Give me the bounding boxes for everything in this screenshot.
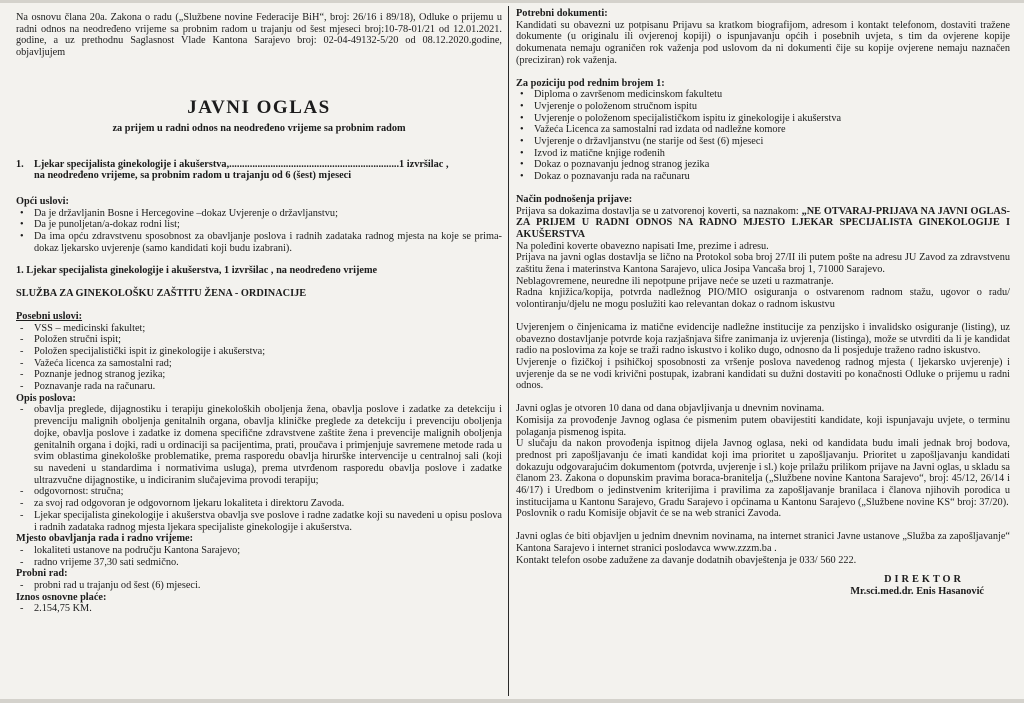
procedure-paragraph-1: Javni oglas je otvoren 10 dana od dana objavljivanja u dnevnim novinama. [516,403,825,415]
position-docs-list [516,89,1010,183]
submission-paragraph-4: Neblagovremene, neuredne ili nepotpune prijave neće se uzeti u razmatranje. [516,275,834,287]
general-conditions-heading: Opći uslovi: [16,195,69,207]
experience-paragraph-2: Uvjerenje o fizičkoj i psihičkoj sposobnosti za vršenje poslova navedenog radnog mjesta ( ljekarsko uvjerenje) i uvjerenje da se ne vodi krivični postupak, izabrani kandidati su dužni dostaviti po konačnosti Odluke o prijemu u radni odnos. [516,356,1010,392]
list-item: • Da je punoljetan/a-dokaz rodni list; [16,219,502,231]
list-item: - radno vrijeme 37,30 sati sedmično. [16,557,502,569]
list-item: - odgovornost: stručna; [16,486,502,498]
publication-paragraph-2: Kontakt telefon osobe zadužene za davanje dodatnih obavještenja je 033/ 560 222. [516,554,857,566]
work-place-heading: Mjesto obavljanja rada i radno vrijeme: [16,533,194,545]
list-item: • Uvjerenje o položenom stručnom ispitu [516,101,1010,113]
list-item: • Diploma o završenom medicinskom fakultetu [516,89,1010,101]
required-docs-text: Kandidati su obavezni uz potpisanu Prijavu sa kratkom biografijom, adresom i kontakt telefonom, dostaviti tražene dokumente (u originalu ili ovjerenoj kopiji) o ispunjavanju općih i posebnih uvjeta, s tim da ovjerene kopije dokumenata nemaju ograničen rok važenja pod uslovom da ni dokumenti čije su kopije ovjerene nemaju naznačen (preciziran) rok važenja. [516,19,1010,66]
position-heading [16,159,502,182]
procedure-paragraph-4: Poslovnik o radu Komisije objavit će se na web stranici Zavoda. [516,508,782,520]
required-docs-heading: Potrebni dokumenti: [516,8,608,19]
job-description-list [16,404,502,533]
list-item: • Važeća Licenca za samostalni rad izdata od nadležne komore [516,124,1010,136]
signature-title: DIREKTOR [884,574,964,586]
signature-name: Mr.sci.med.dr. Enis Hasanović [850,585,984,597]
list-item: • Uvjerenje o državljanstvu (ne starije od šest (6) mjeseci [516,136,1010,148]
procedure-paragraph-3: U slučaju da nakon provođenja ispitnog dijela Javnog oglasa, neki od kandidata budu imali jednak broj bodova, prednost pri zapošljavanju će imati kandidat koji ima prioritet u zapošljavanju. Prioritet u zapošljavanju kandidati dokazuju odgovarajućim dokumentom (potvrda, uvjerenje i sl.) koje prilažu prilikom prijave na Javni oglas, u skladu sa članom 23. Zakona o dopunskim pravima boraca-branitelja („Službene novine Kantona Sarajevo“, broj: 45/12, 26/14 i 46/17) i Uredbom o jedinstvenim kriterijima i pravilima za zapošljavanje branilaca i članova njihovih porodica u institucijama u Kantonu Sarajevo, Gradu Sarajevo i općinama u Kantonu Sarajevo („Službene novine KS“ broj: 37/20). [516,438,1010,508]
special-conditions-heading: Posebni uslovi: [16,310,83,322]
list-item: - lokaliteti ustanove na području Kantona Sarajevo; [16,545,502,557]
submission-paragraph-1 [516,206,1010,241]
list-item: - 2.154,75 KM. [16,603,502,615]
list-item: - Važeća licenca za samostalni rad; [16,358,502,370]
position-docs-heading: Za poziciju pod rednim brojem 1: [516,77,665,89]
probation-list [16,580,502,592]
page-subtitle: za prijem u radni odnos na neodređeno vrijeme sa probnim radom [112,122,406,134]
submission-lead: Prijava sa dokazima dostavlja se u zatvorenoj koverti, sa naznakom: [516,205,802,217]
right-column [516,8,1010,696]
list-item: • Dokaz o poznavanju rada na računaru [516,171,1010,183]
submission-heading: Način podnošenja prijave: [516,193,633,205]
position-line-2: na neodređeno vrijeme, sa probnim radom u trajanju od 6 (šest) mjeseci [34,170,352,182]
list-item: - Poznavanje rada na računaru. [16,381,502,393]
list-item: - Položen specijalistički ispit iz ginekologije i akušerstva; [16,346,502,358]
list-item: • Izvod iz matične knjige rođenih [516,148,1010,160]
list-item: - Ljekar specijalista ginekologije i akušerstva obavlja sve poslove i radne zadatke koji su navedeni u opisu poslova i radnih zadataka radnog mjesta ljekara specijaliste ginekologije i akušerstva. [16,510,502,533]
page-top-edge [0,0,1024,3]
publication-paragraph-1: Javni oglas će biti objavljen u jednim dnevnim novinama, na internet stranici Javne ustanove „Služba za zapošljavanje“ Kantona Sarajevo i internet stranici poslodavca www.zzzm.ba . [516,531,1010,554]
page-title: JAVNI OGLAS [187,96,331,118]
list-item: - Položen stručni ispit; [16,334,502,346]
list-item: - Poznanje jednog stranog jezika; [16,369,502,381]
list-item: • Uvjerenje o položenom specijalističkom ispitu iz ginekologije i akušerstva [516,113,1010,125]
work-place-list [16,545,502,568]
submission-paragraph-5: Radna knjižica/kopija, potvrda nadležnog PIO/MIO osiguranja o ostvarenom radnom stažu, ugovor o radu/ volontiranju/djelu ne mogu poslužiti kao relevantan dokaz o radnom iskustvu [516,287,1010,311]
list-item: • Dokaz o poznavanju jednog stranog jezika [516,159,1010,171]
experience-paragraph-1: Uvjerenjem o činjenicama iz matične evidencije nadležne institucije za penzijsko i invalidsko osiguranje (listing), uz obavezno dostavljanje potvrde koja razjašnjava šifre zanimanja iz uvjerenja (listinga), može se utvrditi da li je kandidat radio na poslovima za koje se traži radno iskustvo i koliko dugo, odnosno da li posjeduje traženo radno iskustvo. [516,321,1010,357]
procedure-paragraph-2: Komisija za provođenje Javnog oglasa će pismenim putem obavijestiti kandidate, koji ispunjavaju uvjete, o terminu polaganja pismenog ispita. [516,414,1010,438]
list-item: • Da je državljanin Bosne i Hercegovine –dokaz Uvjerenje o državljanstvu; [16,208,502,220]
probation-heading: Probni rad: [16,568,68,580]
salary-heading: Iznos osnovne plaće: [16,591,107,603]
special-conditions-list [16,323,502,393]
list-item: - probni rad u trajanju od šest (6) mjeseci. [16,580,502,592]
general-conditions-list [16,208,502,255]
service-name: SLUŽBA ZA GINEKOLOŠKU ZAŠTITU ŽENA - ORDINACIJE [16,288,307,300]
submission-paragraph-2: Na poleđini koverte obavezno napisati Ime, prezime i adresu. [516,240,769,252]
submission-paragraph-3: Prijava na javni oglas dostavlja se lično na Protokol soba broj 27/II ili putem pošte na adresu JU Zavod za zdravstvenu zaštitu žena i materinstva Kantona Sarajevo, ulica Josipa Vancaša broj 1, 71000 Sarajevo. [516,252,1010,276]
position-repeat: 1. Ljekar specijalista ginekologije i akušerstva, 1 izvršilac , na neodređeno vrijeme [16,265,378,277]
column-divider [508,6,509,696]
submission-envelope-label: „NE OTVARAJ-PRIJAVA NA JAVNI OGLAS- ZA PRIJEM U RADNI ODNOS NA RADNO MJESTO LJEKAR SPECIJALISTA GINEKOLOGIJE I AKUŠERSTVA [516,205,1010,240]
list-item: - za svoj rad odgovoran je odgovornom ljekaru lokaliteta i direktoru Zavoda. [16,498,502,510]
list-item: • Da ima opću zdravstvenu sposobnost za obavljanje poslova i radnih zadataka radnog mjesta na koje se prima- dokaz ljekarsko uvjerenje (samo kandidati koji budu izabrani). [16,231,502,254]
position-line-1: Ljekar specijalista ginekologije i akušerstva,..................................................................1 izvršilac , [34,158,449,170]
page-bottom-edge [0,699,1024,703]
salary-list [16,603,502,615]
position-number: 1. [16,158,24,170]
list-item: - VSS – medicinski fakultet; [16,323,502,335]
intro-paragraph: Na osnovu člana 20a. Zakona o radu („Službene novine Federacije BiH“, broj: 26/16 i 89/18), Odluke o prijemu u radni odnos na neodređeno vrijeme sa probnim radom u trajanju od šest mjeseci broj:10-78-01/21 od 12.01.2021. godine, a uz prethodnu Saglasnost Vlade Kantona Sarajevo broj: 02-04-49132-5/20 od 08.12.2020.godine, objavljujem [16,12,502,59]
left-column [16,12,502,696]
list-item: - obavlja preglede, dijagnostiku i terapiju ginekoloških oboljenja žena, obavlja poslove i zadatke za detekciju i prevenciju malignih oboljenja genitalnih organa, obavlja kliničke preglede za detekciju i prevenciju oboljenja dojke, obavlja poslove i zadatke iz domena specifične zdravstvene zaštite žena i prevencije malignih oboljenja genitalnih organa i dojki, radi u ordinaciji sa pacijentima, prati, proučava i primjenjuje savremene metode rada u svim oblastima ginekološke problematike, prema rasporedu obavlja hirurške intervencije u centralnoj sali (koji su navedeni u standardima i normativima usluga), prema utvrđenom rasporedu obavlja poslove i zadatke ultrazvučne dijagnostike, u indiciranim slučajevima provodi terapiju; [16,404,502,486]
job-description-heading: Opis poslova: [16,392,76,404]
